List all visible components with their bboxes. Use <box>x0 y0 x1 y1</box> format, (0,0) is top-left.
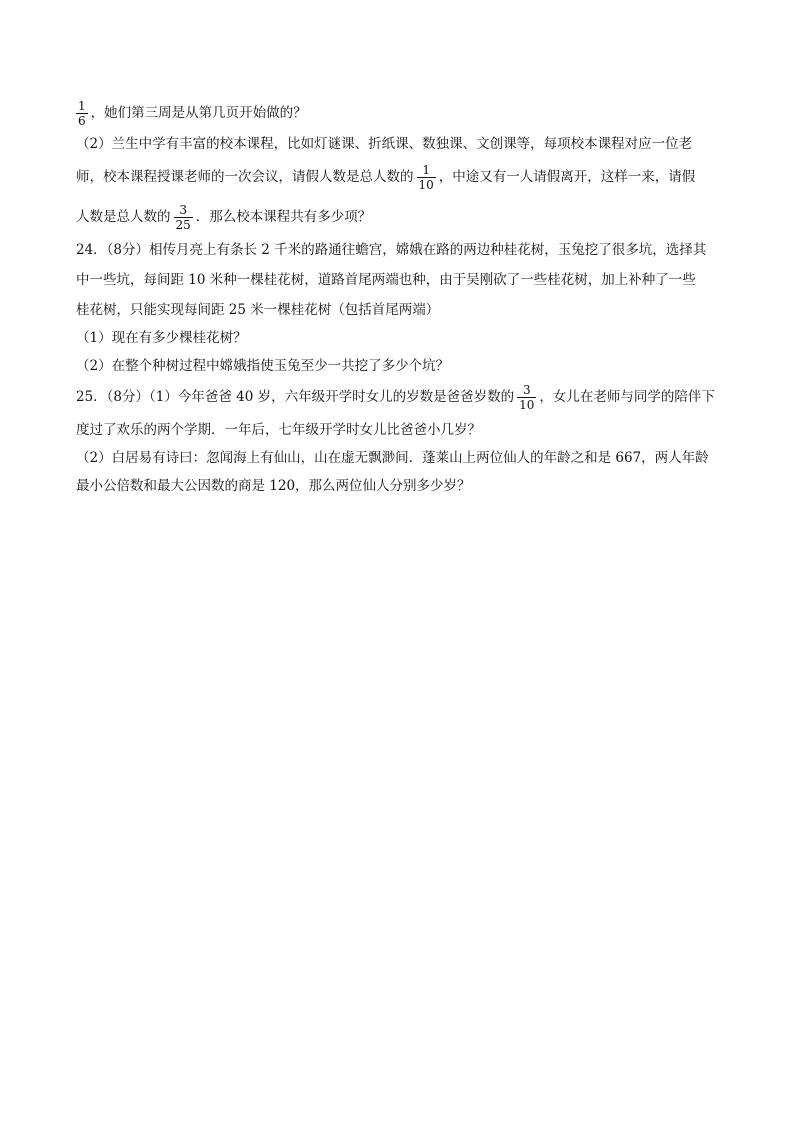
sub-question: （1）现在有多少棵桂花树？ <box>76 330 247 346</box>
sub-question: （2）在整个种树过程中嫦娥指使玉兔至少一共挖了多少个坑？ <box>76 358 450 374</box>
text-line: 桂花树，只能实现每间距 25 米一棵桂花树（包括首尾两端） <box>76 302 440 318</box>
text-line: 最小公倍数和最大公因数的商是 120，那么两位仙人分别多少岁？ <box>76 478 471 494</box>
fraction: $\frac{1}{10}$ <box>418 163 434 192</box>
sub-question: （2）白居易有诗曰：忽闻海上有仙山，山在虚无飘渺间．蓬莱山上两位仙人的年龄之和是 667，两人年龄 <box>76 450 709 466</box>
text-line: 中一些坑，每间距 10 米种一棵桂花树，道路首尾两端也种，由于吴刚砍了一些桂花树，加上补种了一些 <box>76 272 696 288</box>
fraction: $\frac{1}{6}$ <box>78 99 86 128</box>
text-line: 人数是总人数的 $\frac{3}{25}$ ．那么校本课程共有多少项？ <box>76 203 372 232</box>
text-line: $\frac{1}{6}$ ，她们第三周是从第几页开始做的？ <box>78 99 307 128</box>
fraction: $\frac{3}{10}$ <box>519 383 535 412</box>
fraction: $\frac{3}{25}$ <box>175 203 191 232</box>
problem-text <box>76 96 720 494</box>
question-25-title: 25．（8分）（1）今年爸爸 40 岁，六年级开学时女儿的岁数是爸爸岁数的 $\frac{3}{10}$ ，女儿在老师与同学的陪伴下 <box>76 383 715 412</box>
question-24-title: 24．（8分）相传月亮上有条长 2 千米的路通往蟾宫，嫦娥在路的两边种桂花树，玉兔挖了很多坑，选择其 <box>76 242 707 258</box>
text-line: （2）兰生中学有丰富的校本课程，比如灯谜课、折纸课、数独课、文创课等，每项校本课程对应一位老 <box>76 136 693 152</box>
text-line: 师，校本课程授课老师的一次会议，请假人数是总人数的 $\frac{1}{10}$ ，中途又有一人请假离开，这样一来，请假 <box>76 163 696 192</box>
text-line: 度过了欢乐的两个学期．一年后，七年级开学时女儿比爸爸小几岁？ <box>76 422 481 438</box>
